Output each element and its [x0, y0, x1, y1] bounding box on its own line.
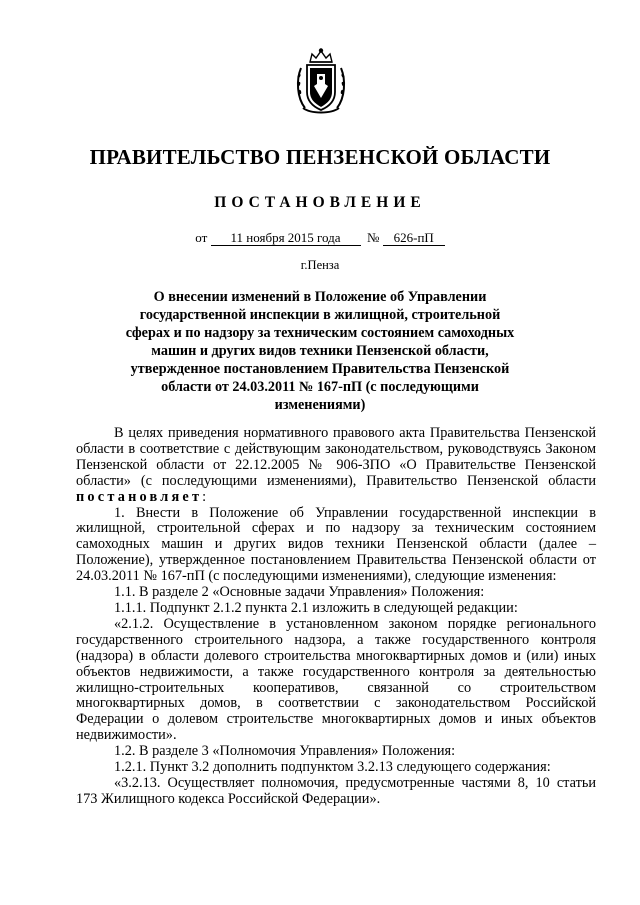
- number-prefix: №: [367, 230, 380, 245]
- paragraph-1-2-1: 1.2.1. Пункт 3.2 дополнить подпунктом 3.2.13 следующего содержания:: [114, 759, 551, 776]
- paragraph-1-2: 1.2. В разделе 3 «Полномочия Управления» Положения:: [114, 743, 456, 760]
- coat-of-arms-icon: [295, 48, 347, 118]
- paragraph-3-2-13: «3.2.13. Осуществляет полномочия, предусмотренные частями 8, 10 статьи 173 Жилищного кодекса Российской Федерации».: [76, 774, 596, 807]
- document-type: ПОСТАНОВЛЕНИЕ: [214, 194, 426, 211]
- paragraph-1: 1. Внести в Положение об Управлении государственной инспекции в жилищной, строительной сферах и по надзору за техническим состоянием самоходных машин и других видов техники Пензенской области (далее – Положение), утвержденное постановлением Правительства Пензенской области от 24.03.2011 № 167-пП (с последующими изменениями), следующие изменения:: [76, 504, 596, 585]
- paragraph-1-1-1: 1.1.1. Подпункт 2.1.2 пункта 2.1 изложить в следующей редакции:: [114, 599, 518, 616]
- decree-colon: :: [202, 488, 207, 505]
- preamble-paragraph: [76, 426, 596, 506]
- preamble-text: В целях приведения нормативного правового акта Правительства Пензенской области в соответствие с действующим законодательством, руководствуясь Законом Пензенской области от 22.12.2005 № 906-ЗПО «О Правительстве Пензенской области» (с последующими изменениями), Правительство Пензенской области: [76, 425, 596, 489]
- government-name: ПРАВИТЕЛЬСТВО ПЕНЗЕНСКОЙ ОБЛАСТИ: [89, 145, 551, 169]
- date-prefix: от: [195, 230, 208, 245]
- paragraph-2-1-2: «2.1.2. Осуществление в установленном законом порядке регионального государственного строительного надзора, а также государственного контроля (надзора) в области долевого строительства многоквартирных домов и (или) иных объектов недвижимости, а также государственного контроля за деятельностью жилищно-строительных кооперативов, связанной со строительством многоквартирных домов, в соответствии с законодательством Российской Федерации о долевом строительстве многоквартирных домов и иных объектов недвижимости».: [76, 615, 596, 744]
- document-number: 626-пП: [383, 230, 445, 246]
- document-date: 11 ноября 2015 года: [211, 230, 361, 246]
- decree-word: постановляет: [76, 488, 203, 505]
- document-body: [76, 426, 596, 808]
- paragraph-1-1: 1.1. В разделе 2 «Основные задачи Управления» Положения:: [114, 584, 485, 601]
- date-number-line: [0, 230, 640, 246]
- document-title: О внесении изменений в Положение об Управлении государственной инспекции в жилищной, строительной сферах и по надзору за техническим состоянием самоходных машин и других видов техники Пензенской области, утвержденное постановлением Правительства Пензенской области от 24.03.2011 № 167-пП (с последующими изменениями): [125, 289, 515, 413]
- city: г.Пенза: [300, 258, 340, 272]
